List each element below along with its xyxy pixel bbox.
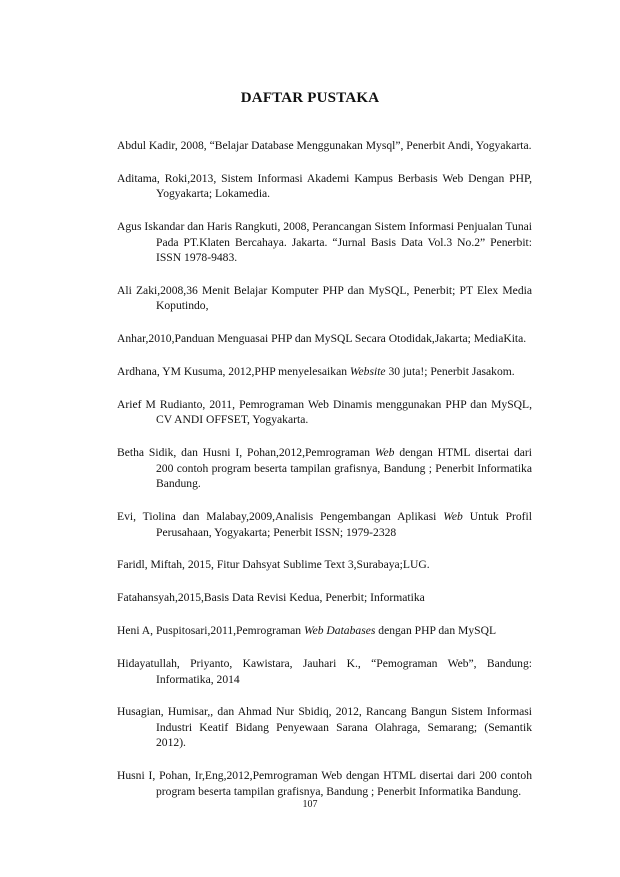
reference-entry xyxy=(117,138,532,153)
reference-italic-text: Web xyxy=(443,510,463,524)
reference-entry xyxy=(117,171,532,202)
page-number: 107 xyxy=(302,799,318,810)
reference-text: Abdul Kadir, 2008, “Belajar Database Menggunakan Mysql”, Penerbit Andi, Yogyakarta. xyxy=(117,139,532,152)
reference-text: Faridl, Miftah, 2015, Fitur Dahsyat Sublime Text 3,Surabaya;LUG. xyxy=(117,558,430,572)
reference-entry xyxy=(117,557,532,572)
reference-text: Fatahansyah,2015,Basis Data Revisi Kedua, Penerbit; Informatika xyxy=(117,591,425,605)
reference-entry xyxy=(117,331,532,346)
reference-text: Heni A, Puspitosari,2011,Pemrograman xyxy=(117,624,304,638)
reference-italic-text: Website xyxy=(349,365,386,379)
reference-entry xyxy=(117,283,532,314)
reference-entry xyxy=(117,219,532,265)
reference-text: Hidayatullah, Priyanto, Kawistara, Jauhari K., “Pemograman Web”, Bandung: Informatika, 2014 xyxy=(117,657,532,686)
reference-text: Ardhana, YM Kusuma, 2012,PHP menyelesaikan xyxy=(117,365,350,379)
reference-entry xyxy=(117,364,532,379)
reference-entry xyxy=(117,590,532,605)
reference-italic-text: Web xyxy=(374,446,395,460)
reference-entry xyxy=(117,445,532,491)
reference-text: Ali Zaki,2008,36 Menit Belajar Komputer PHP dan MySQL, Penerbit; PT Elex Media Koputindo, xyxy=(117,283,532,313)
reference-entry xyxy=(117,623,532,638)
reference-entry xyxy=(117,656,532,687)
page-title: DAFTAR PUSTAKA xyxy=(240,90,380,106)
reference-text: Untuk Profil Perusahaan, Yogyakarta; Penerbit ISSN; 1979-2328 xyxy=(156,510,532,539)
reference-text: Anhar,2010,Panduan Menguasai PHP dan MySQL Secara Otodidak,Jakarta; MediaKita. xyxy=(117,332,527,346)
reference-text: Agus Iskandar dan Haris Rangkuti, 2008, Perancangan Sistem Informasi Penjualan Tunai Pada PT.Klaten Bercahaya. Jakarta. “Jurnal Basis Data Vol.3 No.2” Penerbit: ISSN 1978-9483. xyxy=(117,220,532,265)
reference-entry xyxy=(117,509,532,540)
reference-text: Evi, Tiolina dan Malabay,2009,Analisis Pengembangan Aplikasi xyxy=(117,510,444,524)
reference-text: Arief M Rudianto, 2011, Pemrograman Web Dinamis menggunakan PHP dan MySQL, CV ANDI OFFSET, Yogyakarta. xyxy=(117,398,532,427)
reference-list xyxy=(117,138,532,816)
reference-text: 30 juta!; Penerbit Jasakom. xyxy=(385,365,515,379)
reference-text: dengan PHP dan MySQL xyxy=(375,624,497,638)
reference-entry xyxy=(117,397,532,428)
reference-text: dengan HTML disertai dari 200 contoh program beserta tampilan grafisnya, Bandung ; Penerbit Informatika Bandung. xyxy=(156,446,532,491)
reference-text: Aditama, Roki,2013, Sistem Informasi Akademi Kampus Berbasis Web Dengan PHP, Yogyakarta; Lokamedia. xyxy=(117,171,532,201)
reference-entry xyxy=(117,704,532,750)
reference-text: Husni I, Pohan, Ir,Eng,2012,Pemrograman Web dengan HTML disertai dari 200 contoh program beserta tampilan grafisnya, Bandung ; Penerbit Informatika Bandung. xyxy=(117,769,532,798)
reference-text: Husagian, Humisar,, dan Ahmad Nur Sbidiq, 2012, Rancang Bangun Sistem Informasi Industri Keatif Bidang Penyewaan Sarana Olahraga, Semarang; (Semantik 2012). xyxy=(117,705,532,750)
reference-text: Betha Sidik, dan Husni I, Pohan,2012,Pemrograman xyxy=(117,446,375,460)
reference-italic-text: Web Databases xyxy=(303,624,376,638)
reference-entry xyxy=(117,768,532,799)
